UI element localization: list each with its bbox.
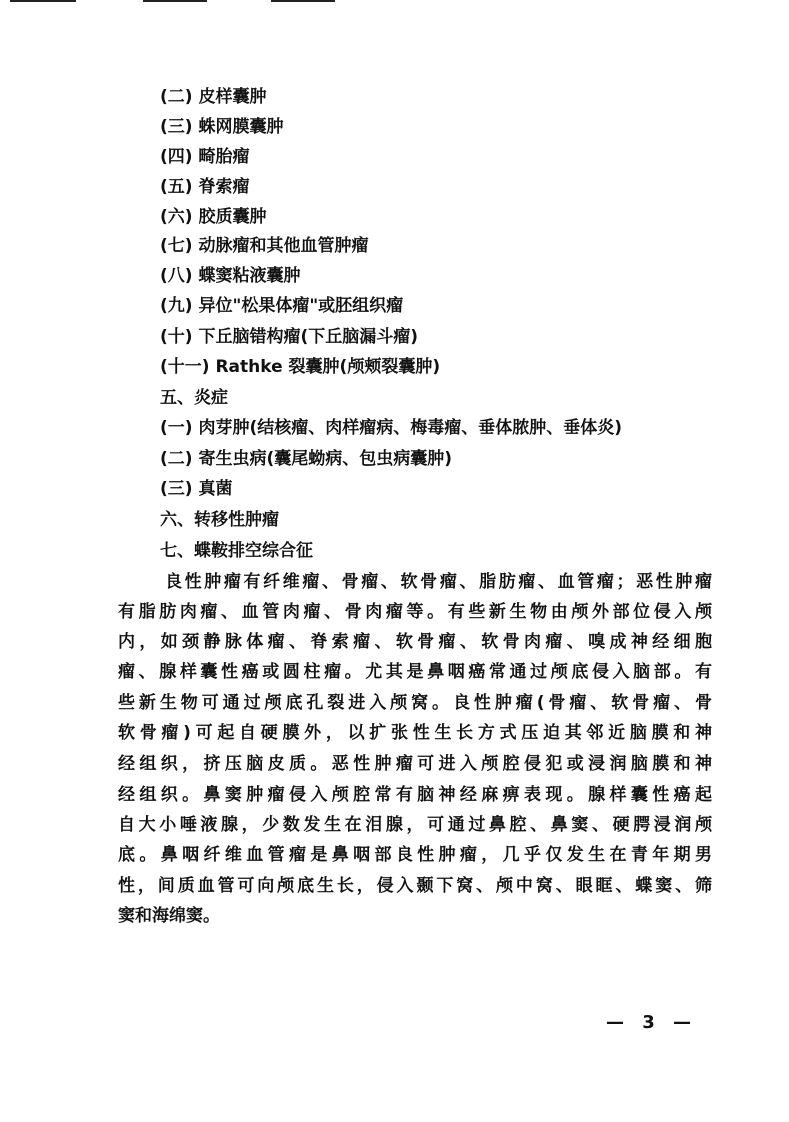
paragraph-line: 些新生物可通过颅底孔裂进入颅窝。良性肿瘤(骨瘤、软骨瘤、骨 <box>118 693 712 713</box>
page-number: — 3 — <box>606 1012 698 1033</box>
outline-item: (七) 动脉瘤和其他血管肿瘤 <box>160 236 369 256</box>
paragraph-line: 软骨瘤)可起自硬膜外，以扩张性生长方式压迫其邻近脑膜和神 <box>118 723 712 743</box>
outline-item: (十) 下丘脑错构瘤(下丘脑漏斗瘤) <box>160 327 418 347</box>
paragraph-line: 性，间质血管可向颅底生长，侵入颞下窝、颅中窝、眼眶、蝶窦、筛 <box>118 876 712 896</box>
scan-edge-mark <box>143 0 207 2</box>
section-heading: 五、炎症 <box>160 388 228 408</box>
outline-item: (二) 寄生虫病(囊尾蚴病、包虫病囊肿) <box>160 449 452 469</box>
outline-item: (三) 蛛网膜囊肿 <box>160 117 284 137</box>
scan-edge-mark <box>271 0 335 2</box>
outline-item: (一) 肉芽肿(结核瘤、肉样瘤病、梅毒瘤、垂体脓肿、垂体炎) <box>160 418 622 438</box>
scan-edge-mark <box>10 0 76 2</box>
outline-item: (二) 皮样囊肿 <box>160 87 267 107</box>
paragraph-line: 内，如颈静脉体瘤、脊索瘤、软骨瘤、软骨肉瘤、嗅成神经细胞 <box>118 632 712 652</box>
outline-item: (五) 脊索瘤 <box>160 177 250 197</box>
section-heading: 七、蝶鞍排空综合征 <box>160 541 313 561</box>
outline-item: (四) 畸胎瘤 <box>160 147 250 167</box>
paragraph-line: 窦和海绵窦。 <box>118 906 220 926</box>
paragraph-line: 自大小唾液腺，少数发生在泪腺，可通过鼻腔、鼻窦、硬腭浸润颅 <box>118 815 712 835</box>
paragraph-line: 底。鼻咽纤维血管瘤是鼻咽部良性肿瘤，几乎仅发生在青年期男 <box>118 845 712 865</box>
paragraph-line: 经组织，挤压脑皮质。恶性肿瘤可进入颅腔侵犯或浸润脑膜和神 <box>118 754 712 774</box>
section-heading: 六、转移性肿瘤 <box>160 510 279 530</box>
paragraph-line: 有脂肪肉瘤、血管肉瘤、骨肉瘤等。有些新生物由颅外部位侵入颅 <box>118 602 712 622</box>
outline-item: (十一) Rathke 裂囊肿(颅颊裂囊肿) <box>160 357 441 377</box>
outline-item: (九) 异位"松果体瘤"或胚组织瘤 <box>160 296 404 316</box>
outline-item: (八) 蝶窦粘液囊肿 <box>160 266 301 286</box>
paragraph-line: 良性肿瘤有纤维瘤、骨瘤、软骨瘤、脂肪瘤、血管瘤；恶性肿瘤 <box>165 572 712 592</box>
outline-item: (六) 胶质囊肿 <box>160 207 267 227</box>
outline-item: (三) 真菌 <box>160 479 233 499</box>
paragraph-line: 经组织。鼻窦肿瘤侵入颅腔常有脑神经麻痹表现。腺样囊性癌起 <box>118 785 712 805</box>
paragraph-line: 瘤、腺样囊性癌或圆柱瘤。尤其是鼻咽癌常通过颅底侵入脑部。有 <box>118 662 712 682</box>
